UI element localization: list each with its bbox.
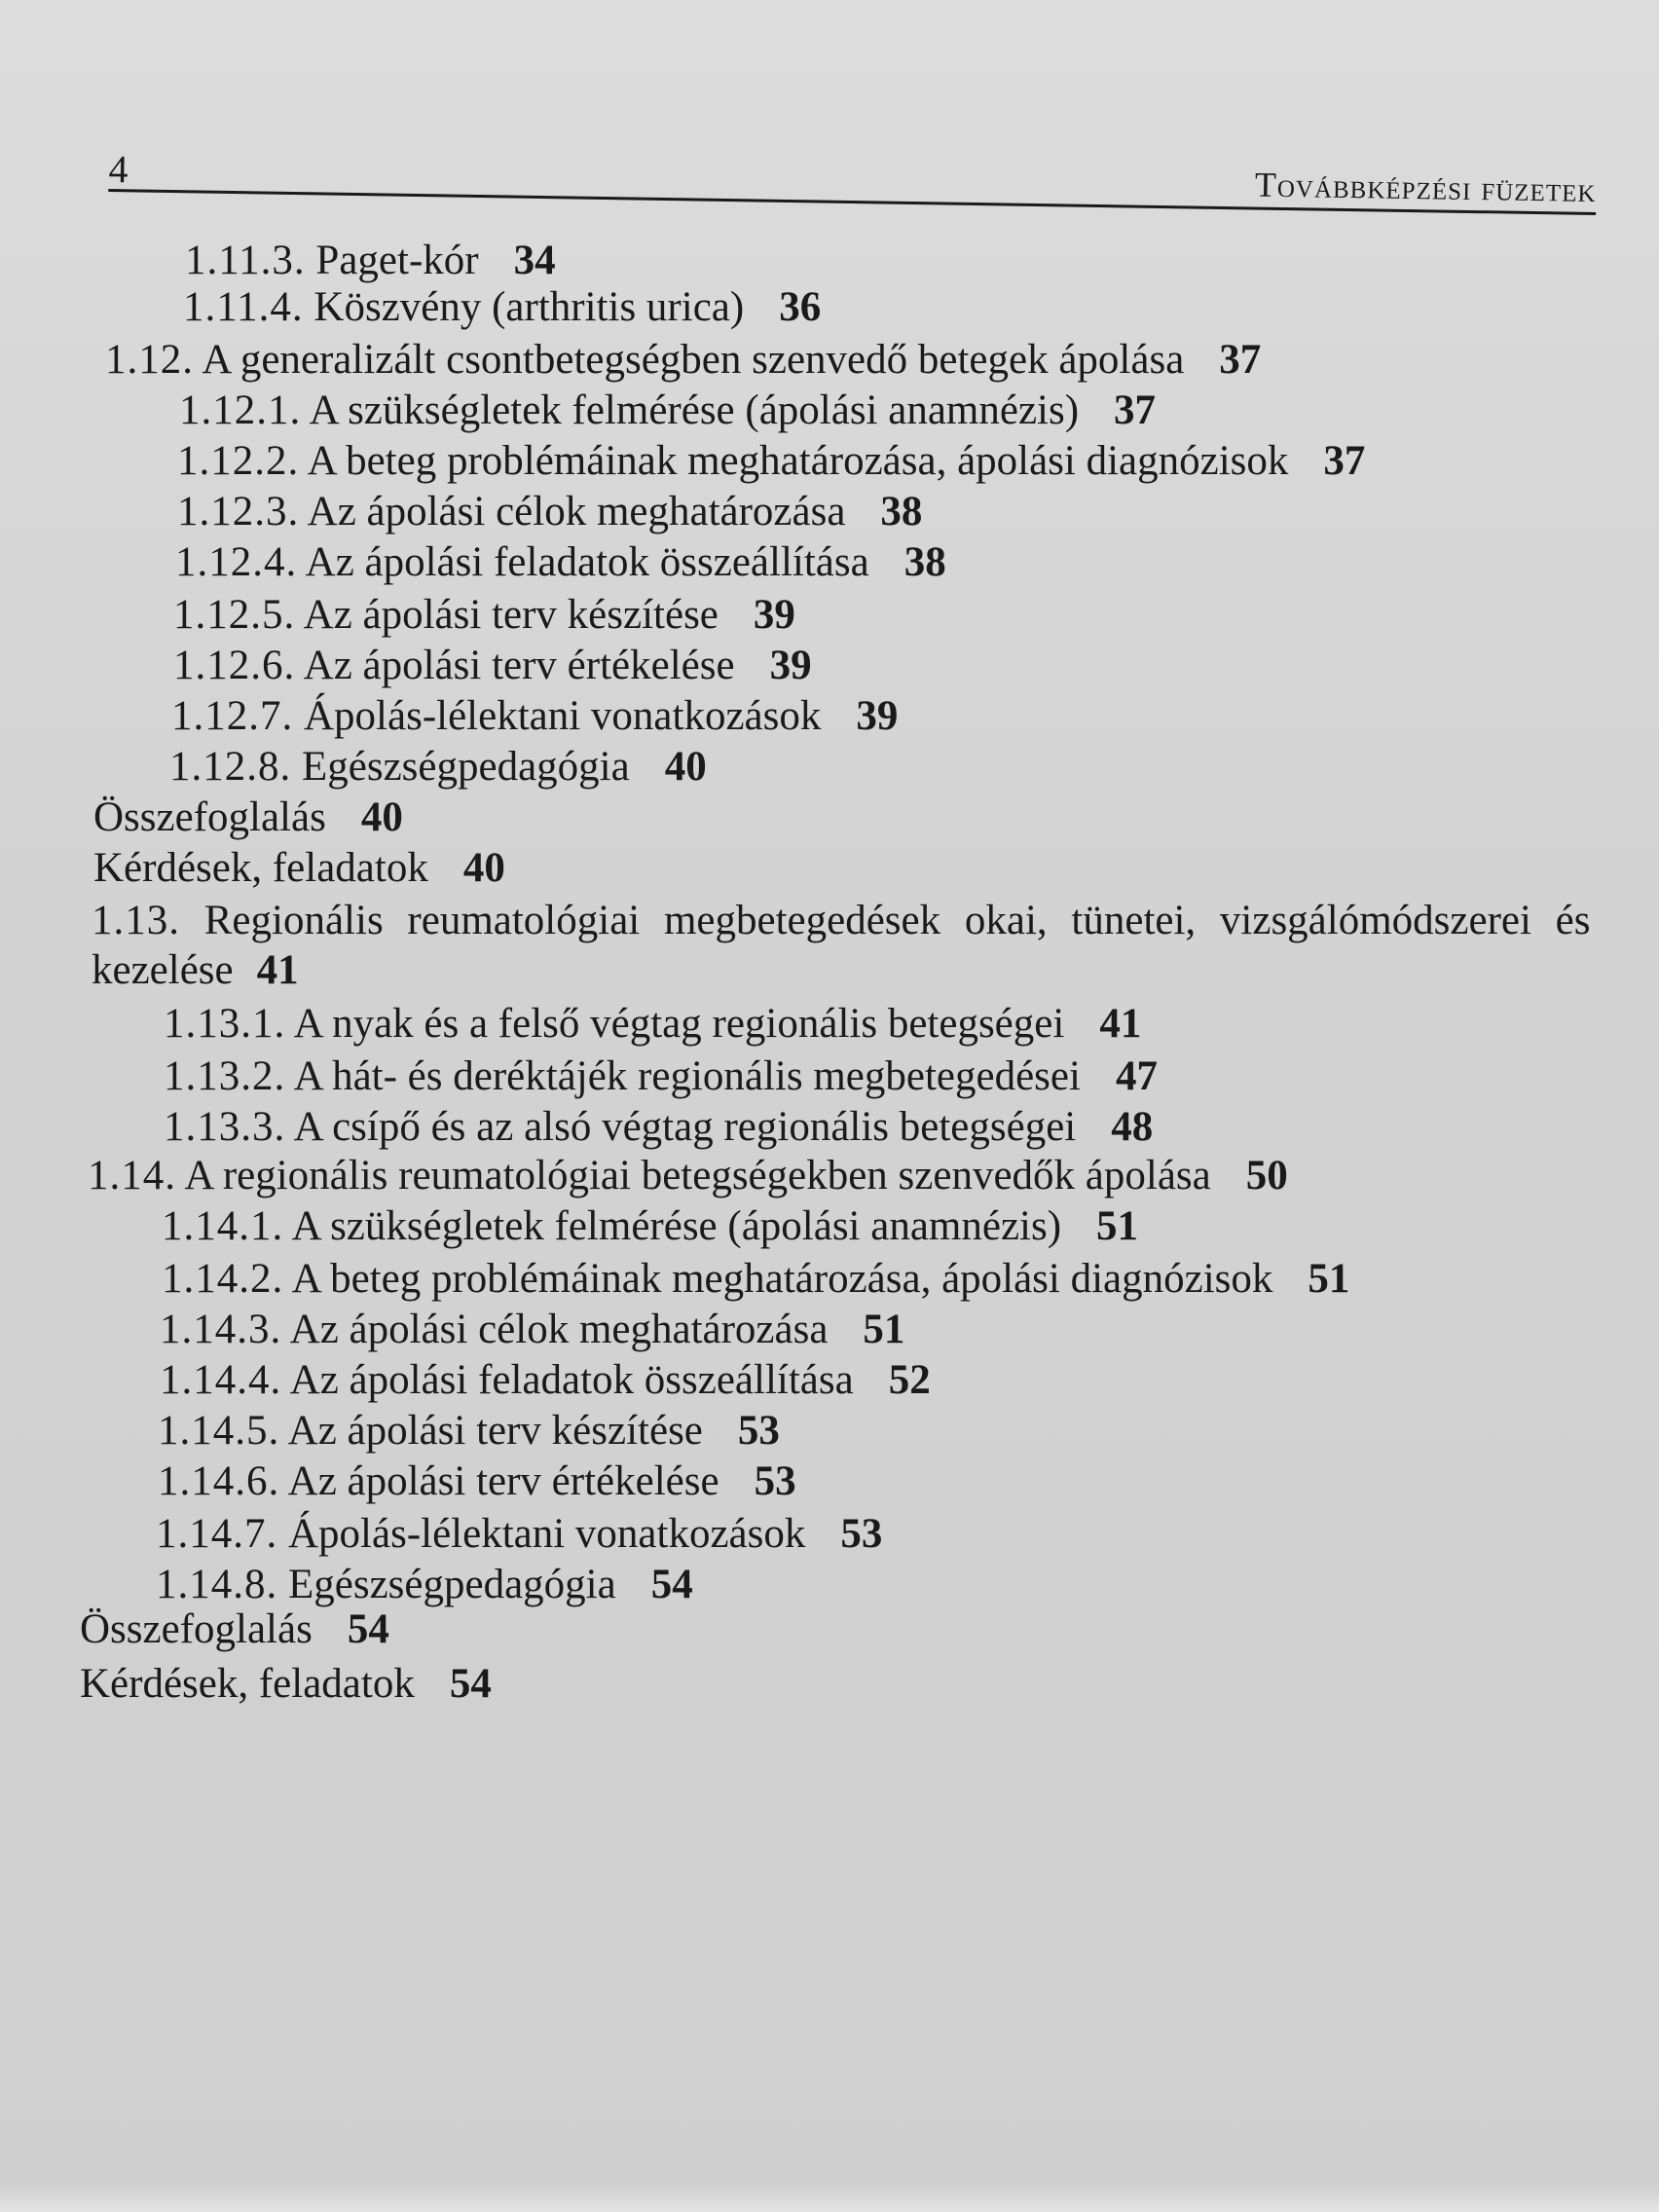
- toc-page: 53: [840, 1511, 883, 1557]
- toc-title: Az ápolási feladatok összeállítása: [305, 539, 869, 585]
- toc-title: Ápolás-lélektani vonatkozások: [288, 1511, 806, 1557]
- toc-number: 1.14.6.: [158, 1458, 280, 1504]
- toc-entry: [169, 746, 707, 788]
- toc-number: 1.14.: [88, 1153, 176, 1198]
- toc-page: 54: [347, 1606, 389, 1652]
- toc-title: A generalizált csontbetegségben szenvedő betegek ápolása: [202, 337, 1185, 383]
- toc-title-continuation: kezelése: [92, 947, 234, 993]
- toc-number: 1.14.5.: [158, 1408, 280, 1454]
- toc-title: Az ápolási feladatok összeállítása: [289, 1357, 854, 1403]
- toc-entry: [183, 286, 821, 328]
- toc-entry: [158, 1410, 780, 1452]
- toc-entry: [162, 1205, 1138, 1247]
- toc-title: Kérdések, feladatok: [93, 845, 428, 891]
- toc-entry: [185, 240, 556, 281]
- toc-title: Összefoglalás: [80, 1606, 313, 1652]
- toc-page: 40: [664, 744, 707, 790]
- toc-page: 38: [880, 489, 923, 535]
- toc-title: Kérdések, feladatok: [80, 1661, 415, 1707]
- toc-title: Az ápolási célok meghatározása: [289, 1307, 829, 1352]
- toc-page: 37: [1114, 387, 1157, 433]
- toc-page: 54: [650, 1562, 693, 1607]
- toc-entry: [173, 594, 795, 636]
- toc-entry: [105, 339, 1261, 381]
- page-number: 4: [108, 146, 129, 192]
- toc-page: 51: [1096, 1203, 1139, 1249]
- toc-page: 51: [863, 1307, 905, 1352]
- toc-page: 37: [1219, 337, 1262, 383]
- toc-page: 54: [449, 1661, 492, 1707]
- toc-page: 39: [769, 643, 812, 688]
- toc-number: 1.13.2.: [164, 1053, 286, 1099]
- toc-number: 1.11.4.: [183, 284, 304, 330]
- toc-page: 40: [360, 794, 403, 840]
- toc-number: 1.11.3.: [185, 238, 306, 283]
- toc-page: 52: [888, 1357, 931, 1403]
- toc-page: 39: [753, 592, 795, 638]
- toc-title: Egészségpedagógia: [302, 744, 630, 790]
- toc-page: 39: [856, 693, 899, 739]
- toc-title: Összefoglalás: [93, 794, 326, 840]
- toc-entry: [93, 847, 505, 889]
- toc-entry: [162, 1258, 1349, 1300]
- toc-entry: [175, 541, 946, 583]
- toc-entry: [171, 695, 898, 737]
- toc-number: 1.12.1.: [179, 387, 302, 433]
- toc-entry: [93, 796, 403, 838]
- toc-number: 1.12.: [105, 337, 194, 383]
- toc-entry: [164, 1003, 1141, 1045]
- toc-title: Ápolás-lélektani vonatkozások: [304, 693, 822, 739]
- toc-entry: [88, 1155, 1288, 1197]
- toc-entry: [177, 440, 1365, 482]
- toc-entry: [80, 1663, 492, 1705]
- toc-title: Regionális reumatológiai megbetegedések okai, tünetei, vizsgálómódszerei és: [203, 898, 1591, 943]
- toc-number: 1.12.5.: [173, 592, 296, 638]
- toc-page: 47: [1115, 1053, 1158, 1099]
- toc-page: 53: [754, 1458, 796, 1504]
- page-bottom-edge: [0, 2185, 1659, 2212]
- toc-number: 1.14.3.: [160, 1307, 282, 1352]
- toc-entry: [164, 1106, 1153, 1148]
- toc-title: Az ápolási terv értékelése: [287, 1458, 719, 1504]
- toc-title: A szükségletek felmérése (ápolási anamnézis): [291, 1203, 1062, 1249]
- toc-page: 41: [1099, 1001, 1142, 1047]
- toc-title: A regionális reumatológiai betegségekben szenvedők ápolása: [184, 1153, 1211, 1198]
- toc-number: 1.14.7.: [156, 1511, 278, 1557]
- toc-page: 50: [1245, 1153, 1288, 1198]
- toc-number: 1.12.2.: [177, 438, 300, 484]
- toc-page: 37: [1323, 438, 1366, 484]
- toc-title: A szükségletek felmérése (ápolási anamnézis): [309, 387, 1080, 433]
- toc-entry: [158, 1460, 796, 1502]
- toc-title: A beteg problémáinak meghatározása, ápolási diagnózisok: [291, 1256, 1273, 1302]
- toc-page: 53: [737, 1408, 780, 1454]
- toc-number: 1.13.3.: [164, 1104, 286, 1150]
- toc-page: 34: [513, 238, 556, 283]
- toc-page: 38: [903, 539, 946, 585]
- toc-entry: [173, 645, 812, 686]
- toc-title: Az ápolási terv készítése: [287, 1408, 703, 1454]
- toc-title: Köszvény (arthritis urica): [313, 284, 745, 330]
- toc-number: 1.13.1.: [164, 1001, 286, 1047]
- toc-number: 1.12.7.: [171, 693, 294, 739]
- toc-number: 1.12.8.: [169, 744, 292, 790]
- toc-entry: [156, 1564, 693, 1605]
- toc-title: Az ápolási terv készítése: [303, 592, 719, 638]
- toc-entry: [179, 389, 1156, 431]
- toc-title: A hát- és deréktájék regionális megbetegedései: [293, 1053, 1081, 1099]
- toc-number: 1.12.3.: [177, 489, 300, 535]
- toc-title: Az ápolási célok meghatározása: [307, 489, 846, 535]
- toc-page: 48: [1111, 1104, 1154, 1150]
- toc-title: Paget-kór: [315, 238, 479, 283]
- toc-entry: [80, 1608, 389, 1650]
- toc-entry: [160, 1309, 904, 1350]
- toc-title: A csípő és az alsó végtag regionális betegségei: [293, 1104, 1077, 1150]
- toc-entry: [177, 491, 922, 533]
- toc-title: A beteg problémáinak meghatározása, ápolási diagnózisok: [307, 438, 1289, 484]
- toc-number: 1.14.1.: [162, 1203, 284, 1249]
- toc-entry: [160, 1359, 931, 1401]
- toc-page: 36: [779, 284, 822, 330]
- toc-number: 1.14.2.: [162, 1256, 284, 1302]
- toc-number: 1.14.8.: [156, 1562, 278, 1607]
- toc-number: 1.12.6.: [173, 643, 296, 688]
- toc-title: A nyak és a felső végtag regionális betegségei: [293, 1001, 1065, 1047]
- toc-title: Egészségpedagógia: [288, 1562, 616, 1607]
- toc-page: 51: [1308, 1256, 1350, 1302]
- toc-title: Az ápolási terv értékelése: [303, 643, 735, 688]
- toc-page: 41: [256, 947, 299, 993]
- toc-page: 40: [462, 845, 505, 891]
- toc-number: 1.14.4.: [160, 1357, 282, 1403]
- toc-entry: [164, 1055, 1158, 1097]
- toc-number: 1.13.: [92, 898, 180, 943]
- toc-entry: [92, 900, 1591, 991]
- toc-number: 1.12.4.: [175, 539, 298, 585]
- toc-entry: [156, 1513, 882, 1555]
- running-head: Továbbképzési füzetek: [1254, 165, 1597, 209]
